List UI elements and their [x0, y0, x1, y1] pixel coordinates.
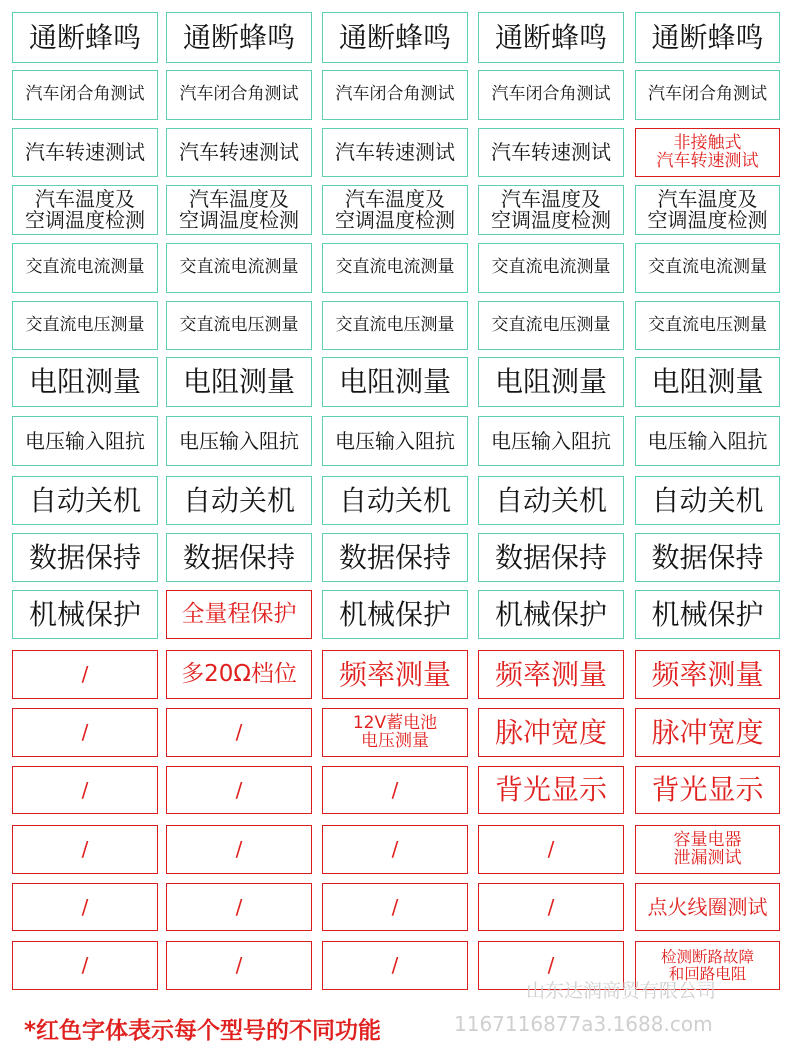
- feature-cell: [166, 590, 312, 639]
- feature-cell: [166, 883, 312, 931]
- feature-label: 汽车温度及 空调温度检测: [25, 187, 145, 232]
- feature-label: 机械保护: [651, 597, 764, 631]
- feature-cell: [322, 590, 468, 639]
- feature-cell: [12, 357, 158, 407]
- feature-label: 汽车温度及 空调温度检测: [491, 187, 611, 232]
- feature-label: /: [81, 894, 89, 919]
- feature-label: 汽车转速测试: [25, 140, 145, 164]
- feature-label: 多20Ω档位: [181, 661, 297, 688]
- feature-cell: [635, 825, 780, 874]
- feature-cell: [12, 708, 158, 757]
- feature-label: /: [547, 837, 555, 861]
- feature-label: 汽车转速测试: [335, 140, 455, 164]
- feature-label: /: [235, 837, 243, 861]
- feature-cell: [12, 301, 158, 350]
- feature-label: 数据保持: [338, 540, 451, 574]
- feature-cell: [166, 243, 312, 293]
- feature-cell: [12, 70, 158, 120]
- feature-label: 通断蜂鸣: [28, 20, 141, 54]
- feature-label: 背光显示: [651, 773, 764, 807]
- feature-cell: [12, 941, 158, 990]
- feature-label: 交直流电压测量: [335, 314, 455, 335]
- feature-cell: [635, 243, 780, 293]
- feature-label: 机械保护: [494, 597, 607, 631]
- feature-cell: [635, 476, 780, 525]
- feature-label: /: [547, 894, 555, 919]
- feature-cell: [166, 766, 312, 814]
- feature-cell: [12, 766, 158, 814]
- feature-label: 频率测量: [338, 657, 451, 691]
- feature-label: 自动关机: [28, 483, 141, 517]
- feature-label: 通断蜂鸣: [651, 20, 764, 54]
- feature-label: 自动关机: [338, 483, 451, 517]
- feature-cell: [478, 476, 624, 525]
- feature-cell: [478, 590, 624, 639]
- feature-cell: [478, 185, 624, 235]
- feature-cell: [322, 476, 468, 525]
- feature-label: 汽车温度及 空调温度检测: [179, 187, 299, 232]
- feature-cell: [478, 301, 624, 350]
- feature-cell: [166, 70, 312, 120]
- feature-cell: [322, 416, 468, 466]
- feature-label: 自动关机: [494, 483, 607, 517]
- feature-cell: [478, 883, 624, 931]
- feature-cell: [12, 825, 158, 874]
- feature-cell: [12, 185, 158, 235]
- feature-cell: [12, 650, 158, 699]
- feature-label: 通断蜂鸣: [338, 20, 451, 54]
- feature-cell: [635, 590, 780, 639]
- feature-cell: [12, 533, 158, 582]
- feature-cell: [166, 650, 312, 699]
- feature-label: 数据保持: [651, 540, 764, 574]
- feature-cell: [635, 12, 780, 63]
- feature-label: 交直流电流测量: [491, 257, 611, 278]
- feature-cell: [478, 12, 624, 63]
- feature-label: 电阻测量: [338, 365, 451, 399]
- feature-label: 汽车温度及 空调温度检测: [335, 187, 455, 232]
- feature-label: 脉冲宽度: [651, 715, 764, 749]
- feature-cell: [322, 941, 468, 990]
- feature-cell: [635, 301, 780, 350]
- feature-label: 交直流电流测量: [335, 257, 455, 278]
- feature-label: 背光显示: [494, 773, 607, 807]
- feature-label: 汽车闭合角测试: [335, 84, 455, 105]
- feature-label: 汽车温度及 空调温度检测: [647, 187, 768, 232]
- feature-label: 频率测量: [494, 657, 607, 691]
- feature-label: /: [235, 777, 243, 802]
- feature-label: 数据保持: [494, 540, 607, 574]
- feature-label: 数据保持: [28, 540, 141, 574]
- feature-cell: [322, 825, 468, 874]
- feature-label: 非接触式 汽车转速测试: [656, 132, 759, 171]
- feature-cell: [166, 941, 312, 990]
- feature-cell: [322, 766, 468, 814]
- feature-label: 交直流电压测量: [491, 314, 611, 335]
- feature-label: 12V蓄电池 电压测量: [352, 712, 438, 751]
- feature-label: 汽车转速测试: [179, 140, 299, 164]
- feature-cell: [166, 12, 312, 63]
- feature-label: 容量电器 泄漏测试: [673, 829, 742, 868]
- feature-label: /: [391, 953, 399, 977]
- feature-cell: [635, 708, 780, 757]
- feature-label: 汽车闭合角测试: [25, 84, 145, 105]
- feature-cell: [322, 243, 468, 293]
- feature-label: /: [391, 837, 399, 861]
- feature-label: /: [235, 720, 243, 744]
- feature-cell: [635, 416, 780, 466]
- feature-cell: [635, 766, 780, 814]
- feature-label: 通断蜂鸣: [494, 20, 607, 54]
- feature-label: /: [235, 894, 243, 919]
- feature-cell: [322, 533, 468, 582]
- feature-label: 电压输入阻抗: [491, 428, 611, 453]
- feature-label: 交直流电压测量: [648, 314, 767, 335]
- feature-cell: [322, 883, 468, 931]
- feature-label: 电阻测量: [494, 365, 607, 399]
- feature-cell: [12, 128, 158, 177]
- feature-cell: [478, 533, 624, 582]
- feature-cell: [12, 883, 158, 931]
- feature-cell: [635, 357, 780, 407]
- feature-label: 电压输入阻抗: [335, 428, 455, 453]
- feature-label: 汽车闭合角测试: [648, 84, 767, 105]
- feature-label: 检测断路故障 和回路电阻: [660, 948, 754, 983]
- watermark-url: 1167116877a3.1688.com: [454, 1012, 713, 1036]
- feature-cell: [12, 416, 158, 466]
- feature-cell: [322, 650, 468, 699]
- feature-label: 全量程保护: [181, 601, 297, 628]
- feature-label: 交直流电流测量: [179, 257, 299, 278]
- feature-label: 交直流电流测量: [648, 257, 767, 278]
- feature-label: 电阻测量: [182, 365, 295, 399]
- feature-cell: [478, 357, 624, 407]
- feature-label: 点火线圈测试: [647, 894, 768, 919]
- feature-cell: [635, 185, 780, 235]
- feature-cell: [322, 70, 468, 120]
- feature-label: 电压输入阻抗: [647, 428, 768, 453]
- feature-cell: [635, 128, 780, 177]
- feature-cell: [478, 708, 624, 757]
- feature-label: /: [81, 837, 89, 861]
- feature-label: /: [235, 953, 243, 977]
- feature-label: /: [391, 777, 399, 802]
- feature-label: 自动关机: [182, 483, 295, 517]
- feature-cell: [478, 825, 624, 874]
- feature-label: 交直流电压测量: [179, 314, 299, 335]
- feature-cell: [635, 650, 780, 699]
- feature-label: 通断蜂鸣: [182, 20, 295, 54]
- feature-cell: [322, 185, 468, 235]
- feature-cell: [166, 416, 312, 466]
- feature-label: /: [391, 894, 399, 919]
- feature-label: 汽车转速测试: [491, 140, 611, 164]
- feature-label: 机械保护: [338, 597, 451, 631]
- feature-cell: [322, 357, 468, 407]
- feature-cell: [166, 476, 312, 525]
- feature-cell: [322, 12, 468, 63]
- feature-cell: [322, 301, 468, 350]
- feature-label: 脉冲宽度: [494, 715, 607, 749]
- feature-cell: [12, 243, 158, 293]
- feature-label: 汽车闭合角测试: [491, 84, 611, 105]
- feature-cell: [12, 590, 158, 639]
- feature-cell: [12, 476, 158, 525]
- footnote: *红色字体表示每个型号的不同功能: [24, 1018, 382, 1044]
- feature-cell: [478, 243, 624, 293]
- feature-label: /: [81, 662, 89, 686]
- feature-label: 自动关机: [651, 483, 764, 517]
- feature-cell: [478, 650, 624, 699]
- feature-cell: [166, 357, 312, 407]
- feature-cell: [478, 128, 624, 177]
- feature-cell: [635, 883, 780, 931]
- feature-label: /: [81, 953, 89, 977]
- feature-cell: [166, 301, 312, 350]
- feature-label: 电阻测量: [651, 365, 764, 399]
- feature-label: 电压输入阻抗: [179, 428, 299, 453]
- feature-label: 频率测量: [651, 657, 764, 691]
- feature-label: 数据保持: [182, 540, 295, 574]
- feature-cell: [322, 708, 468, 757]
- feature-cell: [166, 185, 312, 235]
- feature-label: /: [81, 720, 89, 744]
- watermark-company: 山东达润商贸有限公司: [526, 980, 717, 1002]
- feature-label: 交直流电流测量: [25, 257, 145, 278]
- feature-cell: [166, 128, 312, 177]
- feature-label: 交直流电压测量: [25, 314, 145, 335]
- feature-cell: [478, 416, 624, 466]
- feature-label: 电阻测量: [28, 365, 141, 399]
- feature-cell: [166, 533, 312, 582]
- feature-label: 机械保护: [28, 597, 141, 631]
- feature-label: /: [547, 953, 555, 977]
- feature-cell: [478, 70, 624, 120]
- feature-label: /: [81, 777, 89, 802]
- feature-cell: [322, 128, 468, 177]
- feature-cell: [166, 825, 312, 874]
- feature-cell: [635, 70, 780, 120]
- feature-cell: [12, 12, 158, 63]
- feature-cell: [478, 766, 624, 814]
- feature-label: 电压输入阻抗: [25, 428, 145, 453]
- feature-cell: [166, 708, 312, 757]
- feature-cell: [635, 533, 780, 582]
- feature-label: 汽车闭合角测试: [179, 84, 299, 105]
